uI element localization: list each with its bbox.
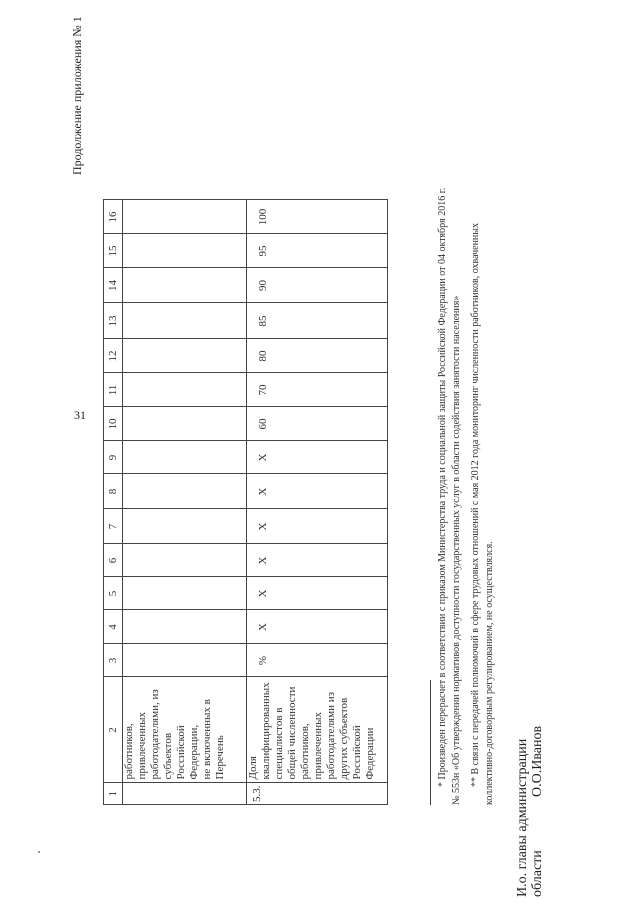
table-cell	[123, 577, 247, 610]
table-cell	[123, 373, 247, 407]
continuation-row	[123, 200, 247, 805]
table-cell	[123, 268, 247, 303]
table-header-row	[104, 200, 123, 805]
value-cell: X	[247, 544, 388, 577]
value-cell: 70	[247, 373, 388, 407]
header-cell: 12	[104, 339, 123, 373]
value-cell: 80	[247, 339, 388, 373]
value-cell: X	[247, 509, 388, 544]
table-cell	[123, 339, 247, 373]
value-cell: 85	[247, 303, 388, 339]
header-cell: 3	[104, 644, 123, 677]
footnote-1-line-2: № 553н «Об утверждении нормативов доступности государственных услуг в области содействия занятости населения»	[451, 295, 462, 805]
table-row	[247, 200, 388, 805]
table-cell	[123, 441, 247, 474]
footnote-2-line-1: ** В связи с передачей полномочий в сфере трудовых отношений с мая 2012 года мониторинг численности работников, охваченных	[470, 222, 481, 787]
table-cell	[123, 509, 247, 544]
continuation-text: работников, привлеченных работодателями, из субъектов Российской Федерации, не включенных в Перечень	[123, 677, 247, 783]
table-cell	[123, 407, 247, 441]
footnote-separator	[430, 680, 431, 805]
header-cell: 4	[104, 610, 123, 644]
header-cell: 16	[104, 200, 123, 234]
table-cell	[123, 303, 247, 339]
value-cell: 95	[247, 234, 388, 268]
table-cell	[123, 234, 247, 268]
appendix-title: Продолжение приложения № 1	[70, 16, 84, 175]
indicators-table	[103, 200, 388, 806]
header-cell: 15	[104, 234, 123, 268]
header-cell: 2	[104, 677, 123, 783]
table-cell	[123, 544, 247, 577]
signatory-organization: области	[530, 850, 545, 897]
header-cell: 10	[104, 407, 123, 441]
header-cell: 13	[104, 303, 123, 339]
unit-cell: %	[247, 644, 388, 677]
table-cell	[123, 610, 247, 644]
header-cell: 11	[104, 373, 123, 407]
page-number: 31	[74, 408, 86, 422]
header-cell: 1	[104, 783, 123, 805]
row-number: 5.3.	[247, 783, 388, 805]
value-cell: X	[247, 577, 388, 610]
value-cell: 100	[247, 200, 388, 234]
table-cell	[123, 474, 247, 509]
header-cell: 7	[104, 509, 123, 544]
signatory-title: И.о. главы администрации	[515, 738, 530, 897]
indicator-name: Доля квалифицированных специалистов в общей численности работников, привлеченных работодателями из других субъектов Российской Федерации	[247, 677, 388, 783]
header-cell: 8	[104, 474, 123, 509]
header-cell: 14	[104, 268, 123, 303]
value-cell: X	[247, 474, 388, 509]
table-cell	[123, 783, 247, 805]
footnote-2-line-2: коллективно-договорным регулированием, не осуществлялся.	[484, 541, 495, 805]
header-cell: 5	[104, 577, 123, 610]
table-cell	[123, 644, 247, 677]
value-cell: 60	[247, 407, 388, 441]
table-cell	[123, 200, 247, 234]
signatory-name: О.О.Иванов	[530, 725, 545, 797]
header-cell: 9	[104, 441, 123, 474]
value-cell: 90	[247, 268, 388, 303]
value-cell: X	[247, 441, 388, 474]
value-cell: X	[247, 610, 388, 644]
footnote-1-line-1: * Произведен перерасчет в соответствии с приказом Министерства труда и социальной защиты Российской Федерации от 04 октября 2016 г.	[437, 187, 448, 787]
header-cell: 6	[104, 544, 123, 577]
